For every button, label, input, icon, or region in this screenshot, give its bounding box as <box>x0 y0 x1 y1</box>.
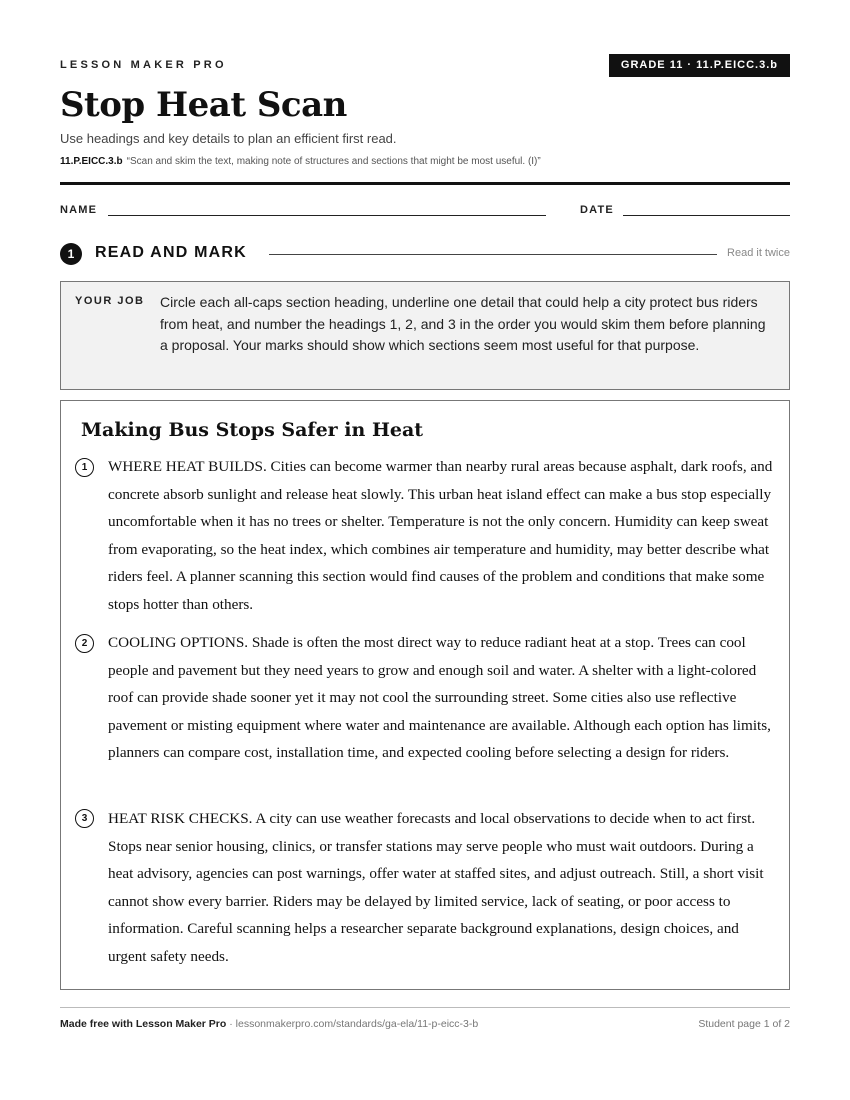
page-subtitle: Use headings and key details to plan an efficient first read. <box>60 131 397 146</box>
section-tag: Read it twice <box>727 247 790 259</box>
footer-divider <box>60 1007 790 1008</box>
date-label: DATE <box>580 204 614 216</box>
name-field[interactable] <box>108 215 546 216</box>
name-label: NAME <box>60 204 98 216</box>
passage-title: Making Bus Stops Safer in Heat <box>81 419 424 441</box>
task-box <box>60 281 790 390</box>
date-field[interactable] <box>623 215 790 216</box>
section-number-badge: 1 <box>60 243 82 265</box>
paragraph-number-3: 3 <box>75 809 94 828</box>
section-rule <box>269 254 717 255</box>
brand-name: LESSON MAKER PRO <box>60 59 227 71</box>
footer-credit <box>60 1018 478 1030</box>
reading-passage <box>60 400 790 990</box>
standard-line <box>60 156 541 167</box>
standard-code: 11.P.EICC.3.b <box>60 156 123 167</box>
task-label: YOUR JOB <box>75 295 145 307</box>
paragraph-1: WHERE HEAT BUILDS. Cities can become warmer than nearby rural areas because asphalt, dark roofs, and concrete absorb sunlight and release heat slowly. This urban heat island effect can make a bus stop especially uncomfortable when it has no trees or shelter. Temperature is not the only concern. Humidity can keep sweat from evaporating, so the heat index, which combines air temperature and humidity, may better describe what riders feel. A planner scanning this section would find causes of the problem and conditions that make some stops hotter than others. <box>108 458 773 613</box>
header-divider <box>60 182 790 185</box>
section-header <box>60 243 790 265</box>
standard-text: “Scan and skim the text, making note of structures and sections that might be most useful. (I)” <box>126 156 541 167</box>
page-indicator: Student page 1 of 2 <box>698 1018 790 1030</box>
footer-url[interactable]: · lessonmakerpro.com/standards/ga-ela/11-p-eicc-3-b <box>226 1018 479 1030</box>
paragraph-number-2: 2 <box>75 634 94 653</box>
grade-badge: GRADE 11 · 11.P.EICC.3.b <box>609 54 790 77</box>
section-title: READ AND MARK <box>95 244 247 261</box>
paragraph-number-1: 1 <box>75 458 94 477</box>
paragraph-2: COOLING OPTIONS. Shade is often the most direct way to reduce radiant heat at a stop. Trees can cool people and pavement but they need years to grow and enough soil and water. A shelter with a light-colored roof can provide shade sooner yet it may not cool the surrounding street. Some cities also use reflective pavement or misting equipment where water and maintenance are available. Although each option has limits, planners can compare cost, installation time, and expected cooling before selecting a design for riders. <box>108 634 771 761</box>
paragraph-3: HEAT RISK CHECKS. A city can use weather forecasts and local observations to decide when to act first. Stops near senior housing, clinics, or transfer stations may serve people who must wait outdoors. During a heat advisory, agencies can post warnings, offer water at staffed sites, and adjust outreach. Still, a short visit cannot show every barrier. Riders may be delayed by limited service, lack of seating, or poor access to information. Careful scanning helps a researcher separate background explanations, design choices, and urgent safety needs. <box>108 810 764 965</box>
task-instructions: Circle each all-caps section heading, underline one detail that could help a city protect bus riders from heat, and number the headings 1, 2, and 3 in the order you would skim them before planning a proposal. Your marks should show which sections seem most useful for that purpose. <box>160 294 766 353</box>
page-title: Stop Heat Scan <box>60 85 347 125</box>
footer-made-with: Made free with Lesson Maker Pro <box>60 1018 227 1030</box>
